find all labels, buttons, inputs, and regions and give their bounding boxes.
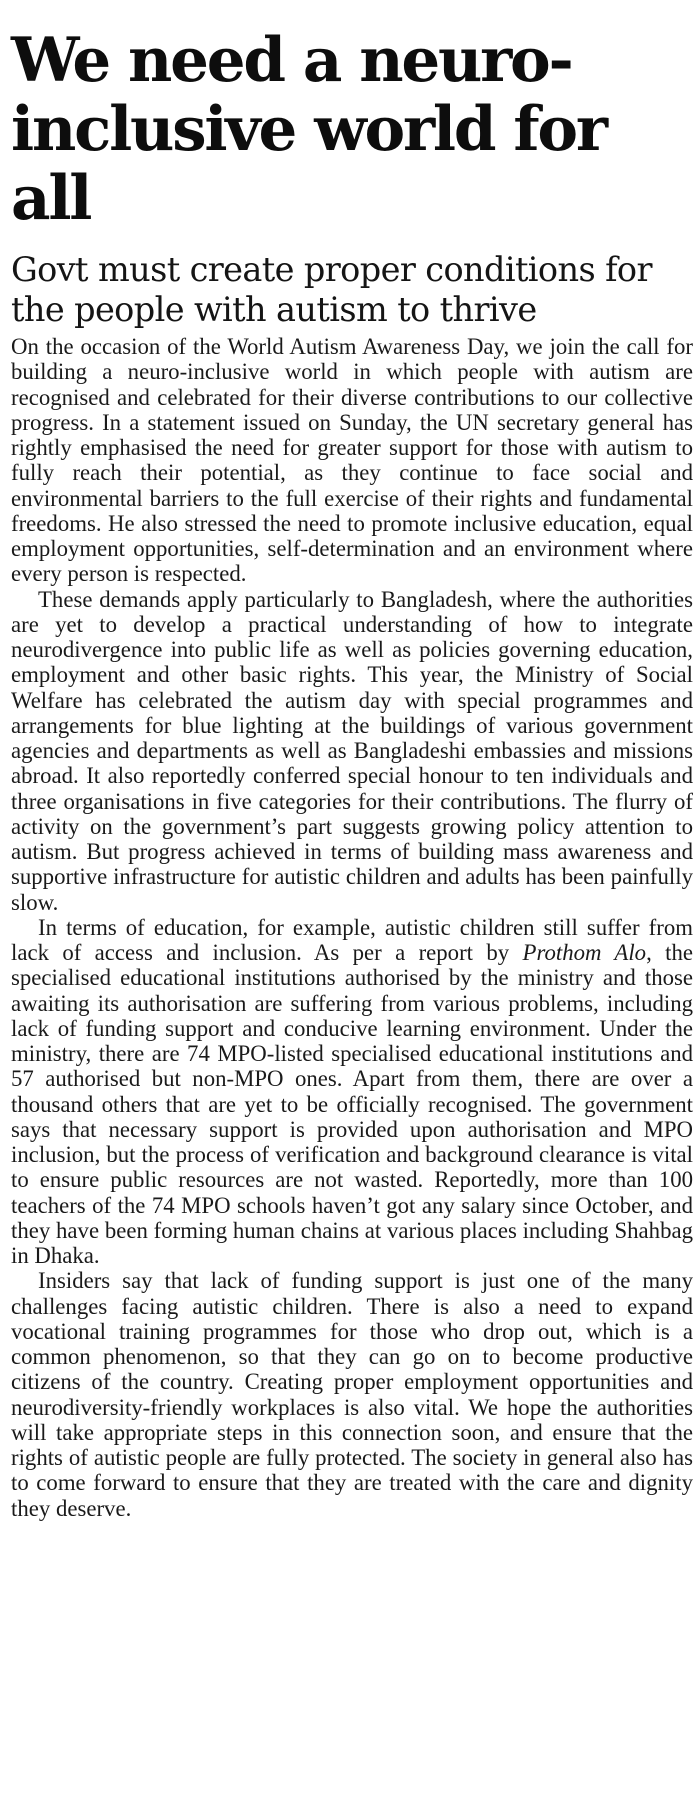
paragraph-1: On the occasion of the World Autism Awareness Day, we join the call for building a neuro-inclusive world in which people with autism are recognised and celebrated for their diverse contributions to our collective progress. In a statement issued on Sunday, the UN secretary general has rightly emphasised the need for greater support for those with autism to fully reach their potential, as they continue to face social and environmental barriers to the full exercise of their rights and fundamental freedoms. He also stressed the need to promote inclusive education, equal employment opportunities, self-determination and an environment where every person is respected. (11, 334, 693, 587)
headline: We need a neuro-inclusive world for all (11, 25, 606, 234)
publication-name: Prothom Alo (522, 940, 647, 965)
paragraph-2: These demands apply particularly to Bangladesh, where the authorities are yet to develop a practical understanding of how to integrate neurodivergence into public life as well as policies governing education, employment and other basic rights. This year, the Ministry of Social Welfare has celebrated the autism day with special programmes and arrangements for blue lighting at the buildings of various government agencies and departments as well as Bangladeshi embassies and missions abroad. It also reportedly conferred special honour to ten individuals and three organisations in five categories for their contributions. The flurry of activity on the government’s part suggests growing policy attention to autism. But progress achieved in terms of building mass awareness and supportive infrastructure for autistic children and adults has been painfully slow. (11, 586, 693, 915)
paragraph-4: Insiders say that lack of funding support is just one of the many challenges facing autistic children. There is also a need to expand vocational training programmes for those who drop out, which is a common phenomenon, so that they can go on to become productive citizens of the country. Creating proper employment opportunities and neurodiversity-friendly workplaces is also vital. We hope the authorities will take appropriate steps in this connection soon, and ensure that the rights of autistic people are fully protected. The society in general also has to come forward to ensure that they are treated with the care and dignity they deserve. (11, 1268, 693, 1521)
paragraph-3 (11, 915, 693, 1269)
subheadline: Govt must create proper conditions for the people with autism to thrive (11, 250, 652, 329)
paragraph-3-rest: , the specialised educational institutions authorised by the ministry and those awaiting its authorisation are suffering from various problems, including lack of funding support and conducive learning environment. Under the ministry, there are 74 MPO-listed specialised educational institutions and 57 authorised but non-MPO ones. Apart from them, there are over a thousand others that are yet to be officially recognised. The government says that necessary support is provided upon authorisation and MPO inclusion, but the process of verification and background clearance is vital to ensure public resources are not wasted. Reportedly, more than 100 teachers of the 74 MPO schools haven’t got any salary since October, and they have been forming human chains at various places including Shahbag in Dhaka. (11, 940, 694, 1268)
article-body (11, 334, 693, 1521)
paragraph-3-lead: In terms of education, for example, autistic children still suffer from lack of access and inclusion. As per a report by (11, 914, 693, 965)
